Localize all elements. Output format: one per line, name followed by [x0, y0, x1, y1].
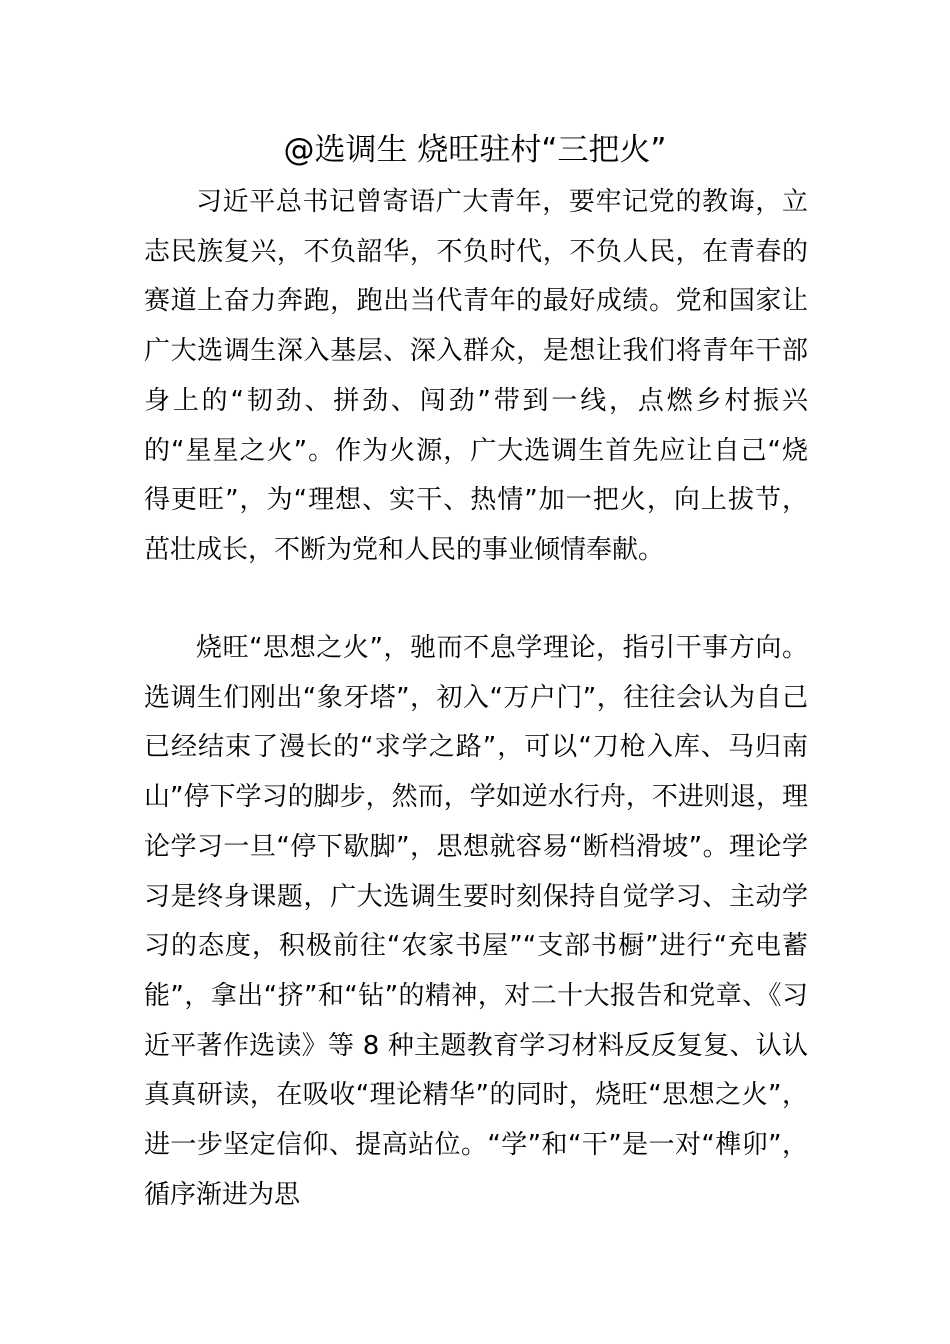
paragraph-thought-fire: 烧旺“思想之火”，驰而不息学理论，指引干事方向。选调生们刚出“象牙塔”，初入“万户门”，往往会认为自己已经结束了漫长的“求学之路”，可以“刀枪入库、马归南山”停下学习的脚步，然而，学如逆水行舟，不进则退，理论学习一旦“停下歇脚”，思想就容易“断档滑坡”。理论学习是终身课题，广大选调生要时刻保持自觉学习、主动学习的态度，积极前往“农家书屋”“支部书橱”进行“充电蓄能”，拿出“挤”和“钻”的精神，对二十大报告和党章、《习近平著作选读》等 8 种主题教育学习材料反反复复、认认真真研读，在吸收“理论精华”的同时，烧旺“思想之火”，进一步坚定信仰、提高站位。“学”和“干”是一对“榫卯”，循序渐进为思: [144, 633, 808, 1210]
paragraph-intro: 习近平总书记曾寄语广大青年，要牢记党的教诲，立志民族复兴，不负韶华，不负时代，不负人民，在青春的赛道上奋力奔跑，跑出当代青年的最好成绩。党和国家让广大选调生深入基层、深入群众，是想让我们将青年干部身上的“韧劲、拼劲、闯劲”带到一线，点燃乡村振兴的“星星之火”。作为火源，广大选调生首先应让自己“烧得更旺”，为“理想、实干、热情”加一把火，向上拔节，茁壮成长，不断为党和人民的事业倾情奉献。: [144, 187, 808, 565]
document-title: @选调生 烧旺驻村“三把火”: [283, 132, 667, 168]
